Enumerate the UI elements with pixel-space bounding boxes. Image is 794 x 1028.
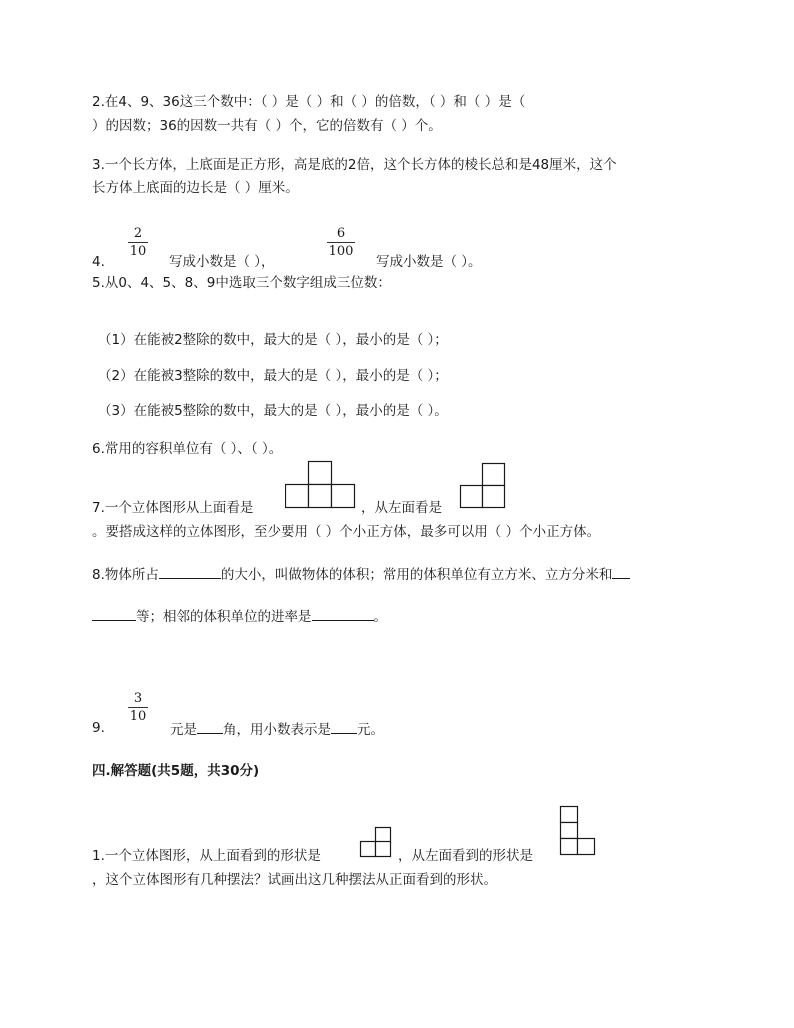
q5-sub3: （3）在能被5整除的数中，最大的是（ ），最小的是（ ）。 — [98, 403, 448, 419]
q4-frac2-numerator: 6 — [336, 226, 346, 241]
q8-part2: 的大小，叫做物体的体积；常用的体积单位有立方米、立方分米和 — [220, 567, 613, 583]
q9-part1: 元是 — [170, 722, 197, 738]
q9-part2: 角，用小数表示是 — [223, 722, 331, 738]
q9-frac-denominator: 10 — [129, 709, 147, 724]
q8-line1 — [92, 564, 630, 584]
q2-line2: ）的因数；36的因数一共有（ ）个，它的倍数有（ ）个。 — [92, 118, 442, 134]
q4-fraction-1 — [128, 226, 148, 259]
a1-top-view-shape — [359, 826, 393, 858]
q9-number: 9. — [92, 720, 105, 736]
q8-part4: 。 — [373, 609, 387, 625]
q8-blank-2a[interactable] — [612, 564, 630, 579]
q5-sub2: （2）在能被3整除的数中，最大的是（ ），最小的是（ ）； — [98, 368, 448, 384]
q7-top-view-shape — [285, 460, 357, 510]
section4-title: 四.解答题(共5题，共30分) — [92, 763, 260, 779]
q8-part1: 8.物体所占 — [92, 567, 159, 583]
q7-part2: ，从左面看是 — [361, 500, 442, 516]
q4-frac1-denominator: 10 — [129, 244, 147, 259]
q8-blank-2b[interactable] — [92, 606, 136, 621]
q9-blank-2[interactable] — [331, 719, 357, 734]
q4-number: 4. — [92, 254, 105, 270]
q4-frac1-numerator: 2 — [133, 226, 143, 241]
q4-text-2: 写成小数是（ ）。 — [376, 254, 482, 270]
q8-blank-3[interactable] — [312, 606, 374, 621]
q4-frac2-denominator: 100 — [328, 244, 354, 259]
q5-sub1: （1）在能被2整除的数中，最大的是（ ），最小的是（ ）； — [98, 332, 448, 348]
q4-fraction-2 — [327, 226, 355, 259]
q6-text: 6.常用的容积单位有（ ）、（ ）。 — [92, 441, 283, 457]
q9-frac-numerator: 3 — [133, 691, 143, 706]
a1-left-view-shape — [559, 805, 597, 857]
q8-blank-1[interactable] — [159, 564, 221, 579]
q4-text-1: 写成小数是（ ）， — [169, 254, 275, 270]
q7-left-view-shape — [459, 462, 507, 512]
q7-line2: 。要搭成这样的立体图形，至少要用（ ）个小正方体，最多可以用（ ）个小正方体。 — [92, 524, 601, 540]
q3-line2: 长方体上底面的边长是（ ）厘米。 — [92, 180, 299, 196]
q9-blank-1[interactable] — [197, 719, 223, 734]
q9-line — [170, 719, 384, 739]
a1-line2: ，这个立体图形有几种摆法？试画出这几种摆法从正面看到的形状。 — [92, 872, 497, 888]
q8-part3: 等；相邻的体积单位的进率是 — [136, 609, 312, 625]
q8-line2 — [92, 606, 387, 626]
q7-part1: 7.一个立体图形从上面看是 — [92, 500, 254, 516]
q5-stem: 5.从0、4、5、8、9中选取三个数字组成三位数： — [92, 275, 391, 291]
q9-part3: 元。 — [357, 722, 384, 738]
q3-line1: 3.一个长方体，上底面是正方形，高是底的2倍，这个长方体的棱长总和是48厘米，这个 — [92, 157, 617, 173]
q9-fraction — [128, 691, 148, 724]
q2-line1: 2.在4、9、36这三个数中：（ ）是（ ）和（ ）的倍数，（ ）和（ ）是（ — [92, 94, 526, 110]
a1-part2: ，从左面看到的形状是 — [398, 848, 533, 864]
a1-part1: 1.一个立体图形，从上面看到的形状是 — [92, 848, 321, 864]
